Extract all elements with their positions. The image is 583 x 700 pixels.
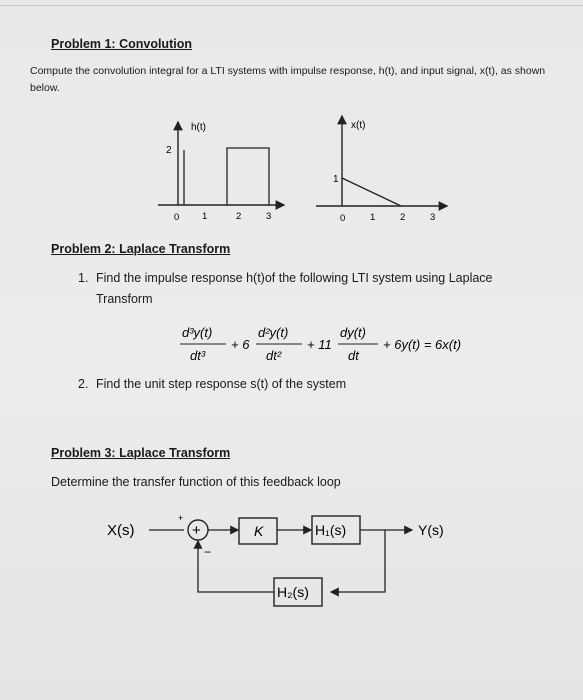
svg-text:d³y(t): d³y(t) — [182, 325, 213, 340]
h-xtick-0: 0 — [174, 212, 180, 223]
x-plot — [316, 116, 447, 224]
problem2-title: Problem 2: Laplace Transform — [51, 242, 231, 256]
x-ramp-line — [342, 178, 401, 206]
item2-number: 2. — [78, 377, 89, 391]
h1-label: H₁(s) — [315, 522, 347, 538]
x-ytick: 1 — [333, 174, 339, 185]
item1-line1: Find the impulse response h(t)of the following LTI system using Laplace — [96, 271, 493, 285]
h-xtick-1: 1 — [202, 211, 208, 222]
sum-symbol: + — [192, 522, 201, 539]
svg-text:+ 6y(t) = 6x(t): + 6y(t) = 6x(t) — [383, 337, 462, 352]
problem1-title: Problem 1: Convolution — [51, 37, 192, 51]
h-ytick: 2 — [166, 145, 172, 156]
item1-text — [96, 268, 556, 310]
x-xtick-3: 3 — [430, 212, 436, 223]
input-label: X(s) — [107, 522, 135, 539]
output-label: Y(s) — [418, 522, 444, 538]
svg-text:dt³: dt³ — [190, 348, 206, 363]
svg-text:dt: dt — [348, 348, 359, 363]
plus-sign: + — [178, 513, 184, 523]
differential-equation — [180, 322, 520, 366]
problem1-text: Compute the convolution integral for a LTI systems with impulse response, h(t), and input signal, x(t), as shown below. — [30, 65, 546, 94]
minus-sign: − — [204, 545, 212, 559]
h-xtick-2: 2 — [236, 211, 242, 222]
feedback-diagram — [107, 513, 444, 606]
item2-text: Find the unit step response s(t) of the system — [96, 377, 347, 391]
feedback-path-right — [331, 530, 385, 592]
problem3-text: Determine the transfer function of this feedback loop — [51, 475, 341, 489]
item1-number: 1. — [78, 271, 89, 285]
h2-label: H₂(s) — [277, 584, 309, 600]
h-rect-pulse — [227, 148, 269, 205]
x-xtick-2: 2 — [400, 212, 406, 223]
item1-line2: Transform — [96, 292, 153, 306]
k-label: K — [254, 523, 264, 539]
problem3-title: Problem 3: Laplace Transform — [51, 446, 231, 460]
svg-text:dy(t): dy(t) — [340, 325, 366, 340]
x-label: x(t) — [351, 120, 366, 131]
x-xtick-0: 0 — [340, 213, 346, 224]
h-xtick-3: 3 — [266, 211, 272, 222]
svg-text:+ 11: + 11 — [307, 337, 332, 352]
svg-text:+ 6: + 6 — [231, 337, 250, 352]
h-label: h(t) — [191, 122, 206, 133]
equation-render — [180, 322, 510, 366]
x-xtick-1: 1 — [370, 212, 376, 223]
svg-text:dt²: dt² — [266, 348, 282, 363]
svg-text:d²y(t): d²y(t) — [258, 325, 289, 340]
h-plot — [158, 122, 284, 223]
